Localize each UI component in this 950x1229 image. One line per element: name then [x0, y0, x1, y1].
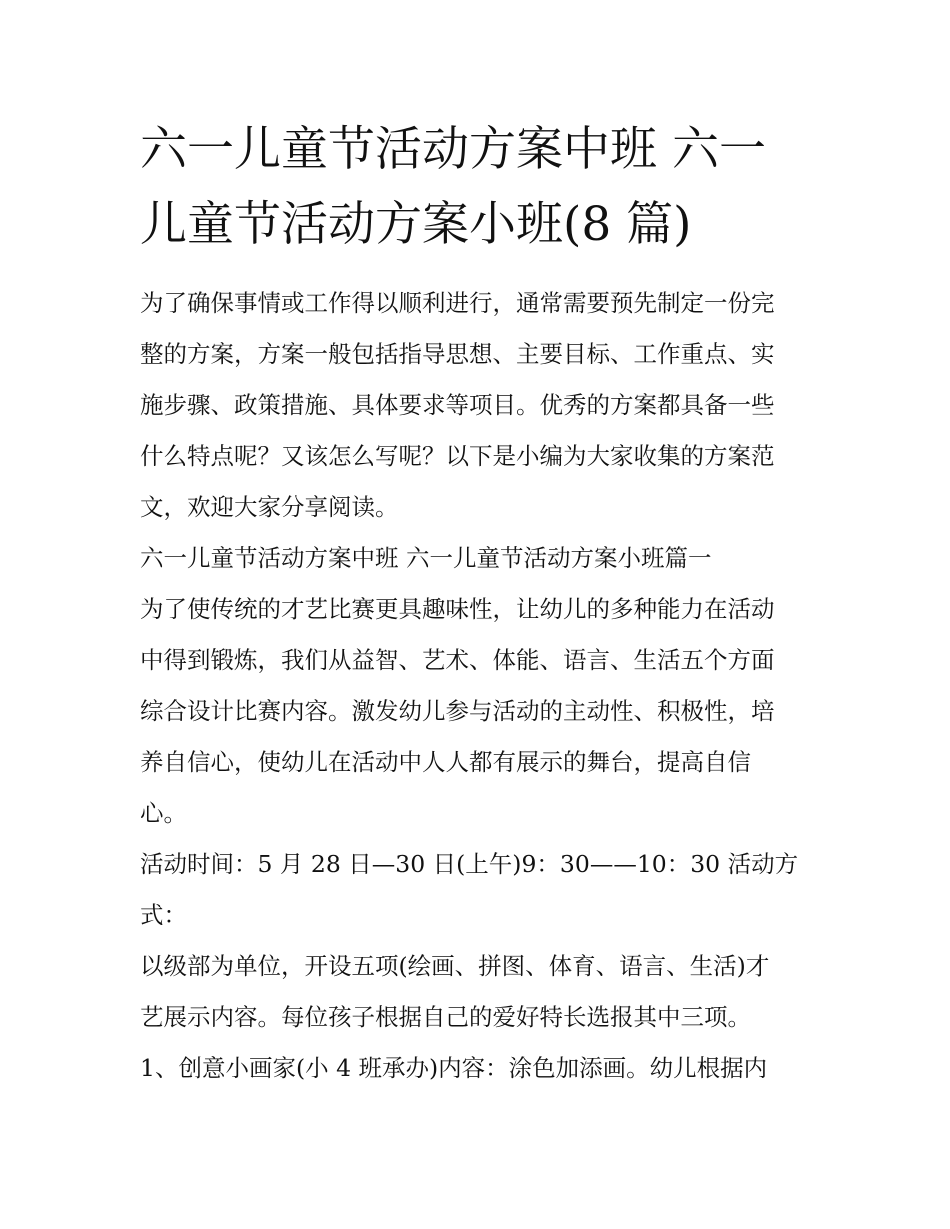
body-line: 为了确保事情或工作得以顺利进行，通常需要预先制定一份完 [140, 289, 775, 317]
body-line: 为了使传统的才艺比赛更具趣味性，让幼儿的多种能力在活动 [140, 595, 775, 623]
section-heading: 六一儿童节活动方案中班 六一儿童节活动方案小班篇一 [140, 544, 712, 572]
body-line: 综合设计比赛内容。激发幼儿参与活动的主动性、积极性，培 [140, 697, 775, 725]
body-line: 中得到锻炼，我们从益智、艺术、体能、语言、生活五个方面 [140, 646, 775, 674]
body-line: 心。 [140, 799, 187, 827]
document-body [140, 278, 820, 1094]
body-line: 文，欢迎大家分享阅读。 [140, 493, 399, 521]
title-line-2: 儿童节活动方案小班(8 篇) [140, 197, 692, 252]
body-line: 1、创意小画家(小 4 班承办)内容：涂色加添画。幼儿根据内 [140, 1054, 768, 1082]
body-line: 施步骤、政策措施、具体要求等项目。优秀的方案都具备一些 [140, 391, 775, 419]
body-line: 艺展示内容。每位孩子根据自己的爱好特长选报其中三项。 [140, 1003, 751, 1031]
body-line: 什么特点呢？又该怎么写呢？以下是小编为大家收集的方案范 [140, 442, 775, 470]
body-line: 活动时间：5 月 28 日—30 日(上午)9：30——10：30 活动方 [140, 850, 799, 878]
body-line: 养自信心，使幼儿在活动中人人都有展示的舞台，提高自信 [140, 748, 751, 776]
document-title [140, 112, 820, 262]
body-line: 整的方案，方案一般包括指导思想、主要目标、工作重点、实 [140, 340, 775, 368]
title-line-1: 六一儿童节活动方案中班 六一 [140, 122, 766, 177]
body-line: 式： [140, 901, 187, 929]
body-line: 以级部为单位，开设五项(绘画、拼图、体育、语言、生活)才 [140, 952, 770, 980]
